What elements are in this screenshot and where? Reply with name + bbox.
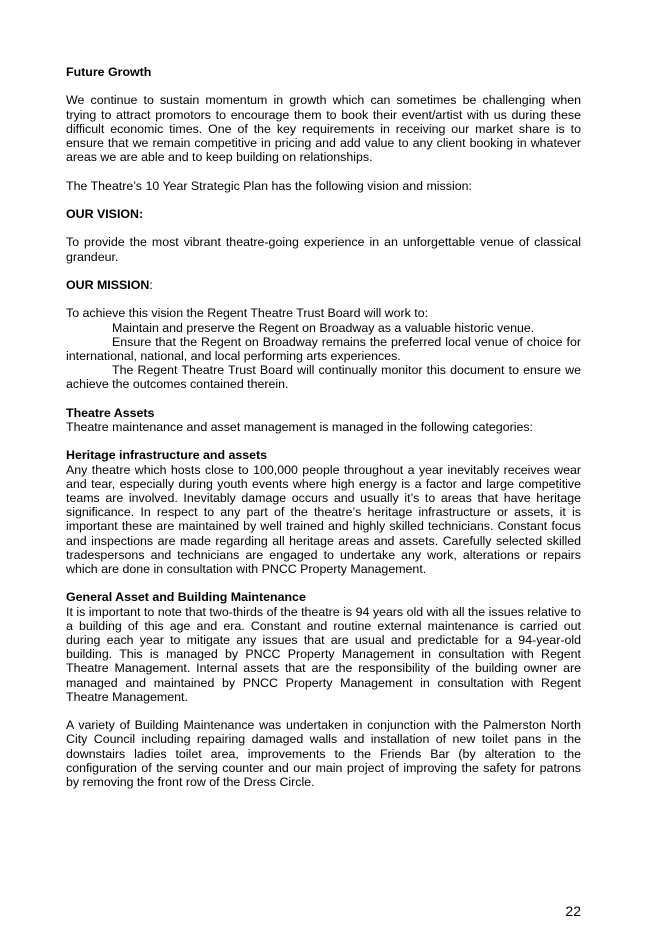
spacer [66, 434, 581, 448]
vision-heading: OUR VISION: [66, 206, 144, 221]
heritage-paragraph: Any theatre which hosts close to 100,000 people throughout a year inevitably receives wear and tear, especially during youth events where high energy is a factor and large competitive teams are involved. Inevitably damage occurs and usually it’s to areas that have heritage significance. In respect to any part of the theatre’s heritage infrastructure or assets, it is important these are maintained by well trained and highly skilled technicians. Constant focus and inspections are made regarding all heritage areas and assets. Carefully selected skilled tradespersons and technicians are engaged to undertake any work, alterations or repairs which are done in consultation with PNCC Property Management. [66, 462, 581, 576]
document-page [66, 65, 581, 789]
general-maintenance-paragraph: It is important to note that two-thirds of the theatre is 94 years old with all the issues relative to a building of this age and era. Constant and routine external maintenance is carried out during each year to mitigate any issues that are usual and predictable for a 94-year-old building. This is managed by PNCC Property Management in consultation with Regent Theatre Management. Internal assets that are the responsibility of the building owner are managed and maintained by PNCC Property Management in consultation with Regent Theatre Management. [66, 604, 581, 704]
spacer [66, 264, 581, 278]
theatre-assets-paragraph: Theatre maintenance and asset management is managed in the following categories: [66, 419, 533, 434]
spacer [66, 704, 581, 718]
mission-item: Maintain and preserve the Regent on Broadway as a valuable historic venue. [112, 320, 535, 335]
spacer [66, 79, 581, 93]
spacer [66, 576, 581, 590]
vision-paragraph: To provide the most vibrant theatre-going experience in an unforgettable venue of classical grandeur. [66, 235, 581, 264]
spacer [66, 164, 581, 178]
building-maintenance-paragraph: A variety of Building Maintenance was undertaken in conjunction with the Palmerston North City Council including repairing damaged walls and installation of new toilet pans in the downstairs ladies toilet area, improvements to the Friends Bar (by alteration to the configuration of the serving counter and our main project of improving the safety for patrons by removing the front row of the Dress Circle. [66, 718, 581, 789]
mission-intro: To achieve this vision the Regent Theatre Trust Board will work to: [66, 306, 429, 321]
future-growth-heading: Future Growth [66, 65, 152, 79]
spacer [66, 292, 581, 306]
theatre-assets-heading: Theatre Assets [66, 405, 155, 420]
future-growth-paragraph: We continue to sustain momentum in growth which can sometimes be challenging when trying to attract promotors to encourage them to book their event/artist with us during these difficult economic times. One of the key requirements in receiving our market share is to ensure that we remain competitive in pricing and add value to any client booking in whatever areas we are able and to keep building on relationships. [66, 93, 581, 165]
general-maintenance-heading: General Asset and Building Maintenance [66, 590, 306, 605]
spacer [66, 392, 581, 406]
mission-item: Ensure that the Regent on Broadway remains the preferred local venue of choice for international, national, and local performing arts experiences. [66, 334, 581, 363]
page-number: 22 [565, 903, 581, 919]
spacer [66, 221, 581, 235]
mission-item: The Regent Theatre Trust Board will continually monitor this document to ensure we achieve the outcomes contained therein. [66, 363, 581, 392]
mission-heading: OUR MISSION [66, 277, 150, 292]
spacer [66, 193, 581, 207]
mission-heading-colon: : [149, 277, 153, 292]
strategic-plan-intro: The Theatre’s 10 Year Strategic Plan has the following vision and mission: [66, 178, 472, 193]
heritage-heading: Heritage infrastructure and assets [66, 448, 268, 463]
mission-heading-line [66, 278, 581, 292]
